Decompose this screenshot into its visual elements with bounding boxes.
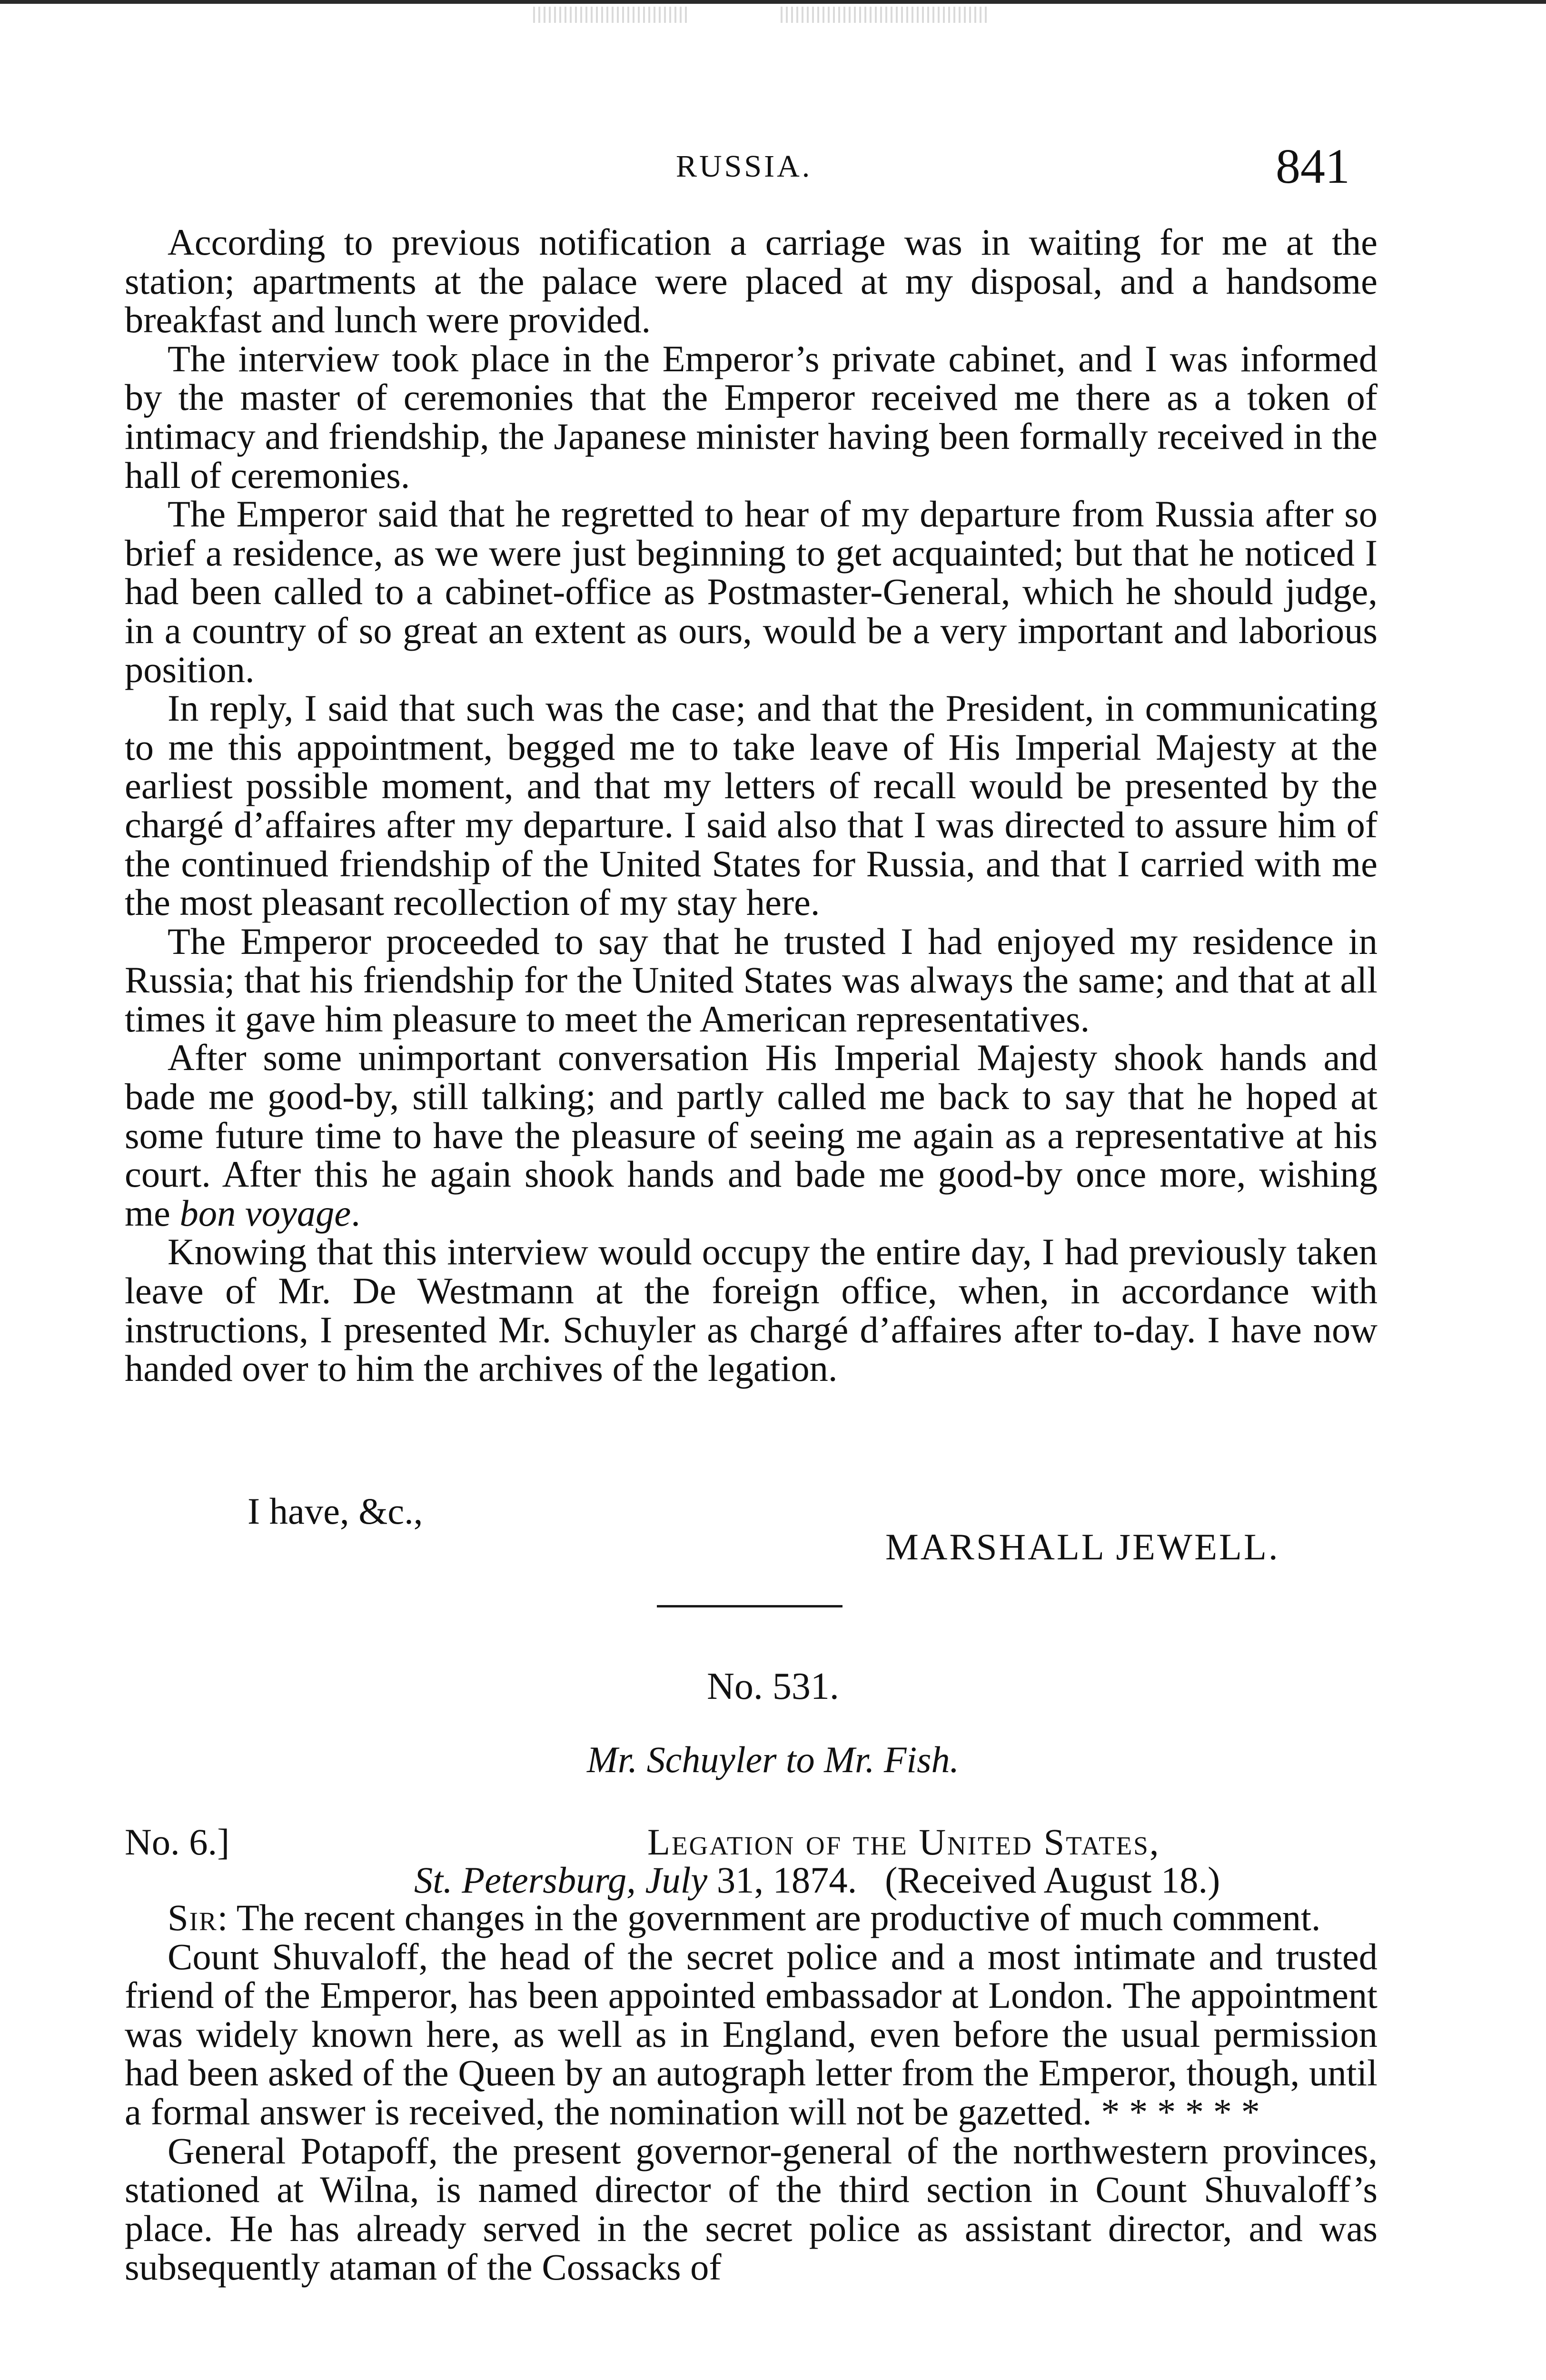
paragraph-text: . [351, 1192, 360, 1234]
paragraph-text: After some unimportant conversation His Imperial Majesty shook hands and bade me good-by, still talking; and partly called me back to say that he hoped at some future time to have the pleasure of seeing me again as a representative at his court. After this he again shook hands and bade me good-by once more, wishing me [125, 1037, 1378, 1234]
top-edge-rule [0, 0, 1546, 4]
dispatch-number: No. 6.] [125, 1821, 230, 1863]
paragraph: The interview took place in the Emperor’s private cabinet, and I was informed by the master of ceremonies that the Emperor received me there as a token of intimacy and friendship, the Japanese minister having been formally received in the hall of ceremonies. [125, 337, 1378, 496]
letter-continued-body [125, 223, 1378, 1388]
received-date: (Received August 18.) [885, 1859, 1220, 1901]
legation-header: Legation of the United States, [647, 1821, 1160, 1863]
paragraph: Count Shuvaloff, the head of the secret police and a most intimate and trusted friend of the Emperor, has been appointed embassador at London. The appointment was widely known here, as well as in England, even before the usual permission had been asked of the Queen by an autograph letter from the Emperor, though, until a formal answer is received, the nomination will not be gazetted. * * * * * * [125, 1935, 1378, 2132]
document-number: No. 531. [707, 1666, 839, 1707]
paragraph: General Potapoff, the present governor-general of the northwestern provinces, stationed at Wilna, is named director of the third section in Count Shuvaloff’s place. He has already served in the secret police as assistant director, and was subsequently ataman of the Cossacks of [125, 2130, 1378, 2288]
paragraph-text: : The recent changes in the government are productive of much comment. [217, 1897, 1321, 1938]
signature: MARSHALL JEWELL. [885, 1526, 1280, 1567]
paragraph: The Emperor said that he regretted to hear of my departure from Russia after so brief a residence, as we were just beginning to get acquainted; but that he noticed I had been called to a cabinet-office as Postmaster-General, which he should judge, in a country of so great an extent as ours, would be a very important and laborious position. [125, 493, 1378, 690]
paragraph-bon-voyage [125, 1038, 1378, 1232]
place-and-date [414, 1859, 1220, 1902]
place: St. Petersburg, July [414, 1859, 708, 1901]
print-speckle-decoration [533, 7, 690, 23]
dispatch-body [125, 1898, 1378, 2287]
running-head-title: RUSSIA. [676, 149, 813, 184]
paragraph: In reply, I said that such was the case; and that the President, in communicating to me this appointment, begged me to take leave of His Imperial Majesty at the earliest possible moment, and that my letters of recall would be presented by the chargé d’affaires after my departure. I said also that I was directed to assure him of the continued friendship of the United States for Russia, and that I carried with me the most pleasant recollection of my stay here. [125, 687, 1378, 923]
paragraph: According to previous notification a carriage was in waiting for me at the station; apartments at the palace were placed at my disposal, and a handsome breakfast and lunch were provided. [125, 221, 1378, 341]
page-number: 841 [1276, 139, 1350, 194]
running-head [0, 138, 1546, 195]
document-heading: Mr. Schuyler to Mr. Fish. [586, 1739, 960, 1780]
letter-closing: I have, &c., [248, 1490, 423, 1532]
date: 31, 1874. [707, 1859, 857, 1901]
print-speckle-decoration [781, 7, 990, 23]
paragraph: Knowing that this interview would occupy the entire day, I had previously taken leave of Mr. De Westmann at the foreign office, when, in accordance with instructions, I presented Mr. Schuyler as chargé d’affaires after to-day. I have now handed over to him the archives of the legation. [125, 1231, 1378, 1389]
paragraph: The Emperor proceeded to say that he trusted I had enjoyed my residence in Russia; that his friendship for the United States was always the same; and that at all times it gave him pleasure to meet the American representatives. [125, 920, 1378, 1040]
salutation-paragraph [125, 1898, 1378, 1937]
salutation: Sir [168, 1897, 218, 1938]
italic-phrase: bon voyage [179, 1192, 351, 1234]
section-divider [657, 1605, 842, 1607]
